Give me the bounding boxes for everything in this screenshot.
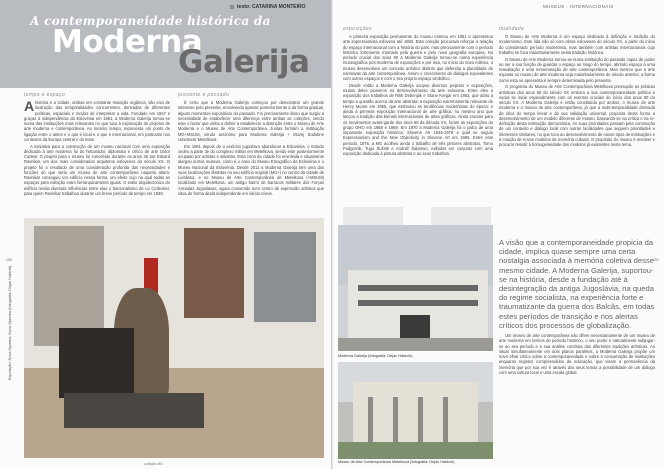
paragraph: A primeira exposição permanente do museu estreou em 1951 e apresentou arte impressionista eslovena até 1950. Esta coleção procurava reforçar a relação do espaço internacional com a história do país, mas precisamente com o período histórico fortemente marcado pela guerra e pelo novo geografia europeia. No período crucial dos anos 90 a Moderna Galerija tornou-se numa experiência museográfica pós-moderna de exposições e por isso, no início do novo milénio, o museu desenvolveu um conceito artístico distinto que defendia a pluralidade de narrativas da arte contemporânea. Assim o crescimento de diálogos equivalentes com outros espaços e com o seu próprio espaço simbólico. [343, 34, 493, 81]
author-marker-icon [230, 5, 234, 9]
paragraph: O Museu de Arte Moderna é um espaço dedicado à definição e tradição do modernismo. Este lida não só com obras eslovenas do século XX, a partir do início do considerado período modernista, mas também com artistas internacionais cujo trabalho se foca maioritariamente nesta tradição histórica. [499, 34, 655, 55]
right-column-3 [499, 333, 655, 377]
paragraph: Em 1961 depois de o exército jugoslavo abandonar a Eslovénia, o Estado cedeu a parte de do complexo militar em Metelkova, sendo este posteriormente ocupado por artistas e ativistas. Esta zona da cidade foi envolvida e situamente alargou outros museus, como é o caso do Museu Etnográfico da Eslovénia e o Museu Nacional da Eslovénia. Desde 2011 a Moderna Galerija tem uma das suas localizações distintas no seu edifício original (MG+) no centro da cidade de Liubliana, e no Museu de Arte Contemporânea de Metelkova (+MSUM) localizado em Metelkova, um antigo bairro de barracos militares dos Forças Armadas Jugoslavas, agora convertido num centro de expressão artística que situa de forma ainda independente em vários níveis. [178, 143, 324, 196]
exhibition-photo [24, 218, 324, 458]
pull-quote: A visão que a contemporaneidade propicia da cidade, implica quase sempre uma certa nostalgia associada à memória coletiva desse mesmo cidade. A Moderna Galerija, suportou-se na história, desde a fundação até à desintegração da antiga Jugoslávia, na queda do regime socialista, na experiência forte e traumatizante da guerra dos Balcãs, em todas estes períodos de transição e nos alertas críticos dos processos de globalização. [499, 238, 655, 330]
section-heading-exposicoes: exposições [343, 26, 373, 32]
photo-caption-vertical: Exposição: Nova Oprema, Nova Oprema (fotografia: Dejan Habicht) [8, 265, 12, 380]
drop-cap: A [24, 98, 35, 114]
article-title-galerija: Galerija [178, 44, 310, 80]
photo-caption: Moderna Galerija (fotografia: Dejan Habicht) [338, 354, 413, 358]
paragraph: Ahistória e a cidade, ambas em constante mutação orgânica, são eixo de ilustração das temporalidades concorrentes, derivadas de diferentes políticas, espaciais e modos de interpretar a vida. Fundado em 1947 e graças à independência da Eslovénia em 1991, a Moderna Galerija tornou-se numa das instituições mais relevantes no que toca à exploração de projetos de arte moderna e contemporânea. Ao mesmo tempo, representa um ponto de ligação entre o antes e o que é local e o que é internacional, em particular nos contextos da Europa central e do leste. [24, 98, 170, 142]
page-number-right: 151 [653, 258, 659, 262]
section-heading-tempo: tempo e espaço [24, 92, 66, 98]
paragraph: Um museu de arte contemporânea não difere necessariamente de um museu de arte moderna em termos de período histórico, o seu poder é naturalmente subjugar-se ao seu período e a sua análise contínua das diferentes tradições artísticas. Ao situar simultaneamente em dois planos paralelos, a Moderna Galerija propõe um novo olhar crítico sobre a contemporaneidade e sobre a consumação de instituições enquanto registos compreendidos da educação, que visam a permanência da memória que por sua vez é através dos seus temas a possibilidade de um diálogo com uma cultura local e uma escala global. [499, 333, 655, 375]
paragraph: É certo que a Moderna Galerija começou por demonstrar um grande interesse pelo presente, envolvendo apenas posteriormente a da forma gradual, alguns momentos expositivos do passado. Foi precisamente disso que surgiu a necessidade de estabelecer uma diferença entre ambas as coleções, sendo este o factor que vinha a definir a estabelecer a distinção entre o Museu de Arte Moderna e o Museu de Arte Contemporânea. Juntas formam a instituição MG+MSUM, sendo acrónimo para Moderna Galerija + Muzej Sodobne Umetnosti Metelkova. [178, 100, 324, 142]
left-column-1 [24, 100, 170, 198]
building-photo-moderna-galerija [338, 225, 493, 351]
building-photo-metelkova [338, 362, 493, 459]
paragraph: O Museu de Arte Moderna tornou-se numa instituição do passado capaz de poder ao ser a sua função de guardar o espaço ao longo do tempo, abrindo espaço a uma reavaliação e uma rememoração de arte contemporânea. Mas mesmo que a arte exposta no museu de arte moderna seja maioritariamente de século anterior, a forma como esta se apresenta é sempre determinada pelo presente. [499, 56, 655, 83]
section-heading-dualidade: dualidade [499, 26, 525, 32]
section-heading-presente: presente e passado [178, 92, 230, 98]
right-column-2 [499, 34, 655, 149]
article-kicker: A contemporaneidade histórica da [30, 14, 271, 28]
article-title-moderna: Moderna [52, 24, 203, 60]
right-column-1 [343, 34, 493, 158]
paragraph: A iniciativa para a construção de um museu nacional com uma exposição dedicada à arte moderna foi do historiador, diplomata e crítico de arte Izidor Cankar. O projeto para o museu foi concebido durante os anos 30 por Edvard Ravnikar, um dos mais considerados arquitetos eslovenos do século XX. O projeto foi o resultado de uma consideração profunda das necessidades e funções do que seria um museu de arte contemporânea naquela altura. Ravnikar conseguiu um edifício nessa forma, um efeito cujo na qual todas as espaços para exibição eram hierarquicamente iguais. O estilo arquitectónico do edifício revela diversas influências entre elas o funcionalismo de Le Corbusier, para quem Ravnikar trabalhou durante um breve período de tempo em 1939. [24, 143, 170, 196]
author-label: texto: CATARINA MONTEIRO [230, 4, 306, 10]
page-number-left: 150 [6, 258, 12, 262]
page-footer: coleção MG [144, 462, 164, 466]
left-column-2 [178, 100, 324, 198]
photo-caption: Museu de Arte Contemporânea Metelkova (fotografia: Dejan Habicht) [338, 460, 455, 464]
running-header: MUSEUS - INTERNACIONAIS [543, 4, 614, 9]
paragraph: O programa do Museu de Arte Contemporânea Metelkova pressupõe as práticas artísticas dos anos 60 do século XX embora a sua contemporaneidade política e social se inicie especialmente com os eventos cruciais do início dos anos 90 do século XX. A Moderna Galerija é então constituída por ambos, o museu de arte moderna e o museu de arte contemporânea, já que a multi-temporalidade derivada da ótica do tempo linear e da sua validação universal, proposta desta forma a desenvolvimento de um modelo diferente de museu, baseando-se na crítica e na re-definição desta instituição democrática. As suas prioridades passam pela construção de um contexto e diálogo local com outras localidades que seguem prioridades e interesses similares, no que toca ao desenvolvimento de novos tipos de instituições e à criação de novos modelos de memória cultural. O propósito do museu é resolver e procurar resistir à homogeneidade dos modelos já existentes neste tema. [499, 84, 655, 147]
paragraph: Desde então a Moderna Galerija ocupou diversos projetos e exposições, muitos deles pioneiros no desenvolvimento da arte eslovena. Entre eles a exposição dos trabalhos de Rikk Debenjak e Stane Kregar em 1953, que abriu a tempo a questão acerca da arte abstrata; a exposição extremamente relevante de Henry Moore em 1955, que estimulou as tendências modernistas do época; e ainda a primeira exposição internacional de arte gráfica, no mesmo ano que lançou a tradição das bienais internacionais de artes gráficas. Ainda cruciais para os movimentos avant-garde dos anos 60 da década XX, foram as exposições do grupo OHO em 1968 e 1969. Em 1970 a Moderna Galerija foi o palco de uma importante exposição histórica: Slovene Art 1945-1978 e qual se seguiu Expressionism and the New Objectivity in Slovene Art em 1986. Entre este período, 1976, a MG acolheu ainda o trabalho de três pintores abstratos, Tomo Podgornik, Tugo Šušnik e Andraž Šalamun, exibidos em conjunto com uma exposição dedicada à pintura abstrata e ao seus trabalhos. [343, 82, 493, 156]
left-page [0, 0, 332, 469]
right-page [333, 0, 665, 469]
